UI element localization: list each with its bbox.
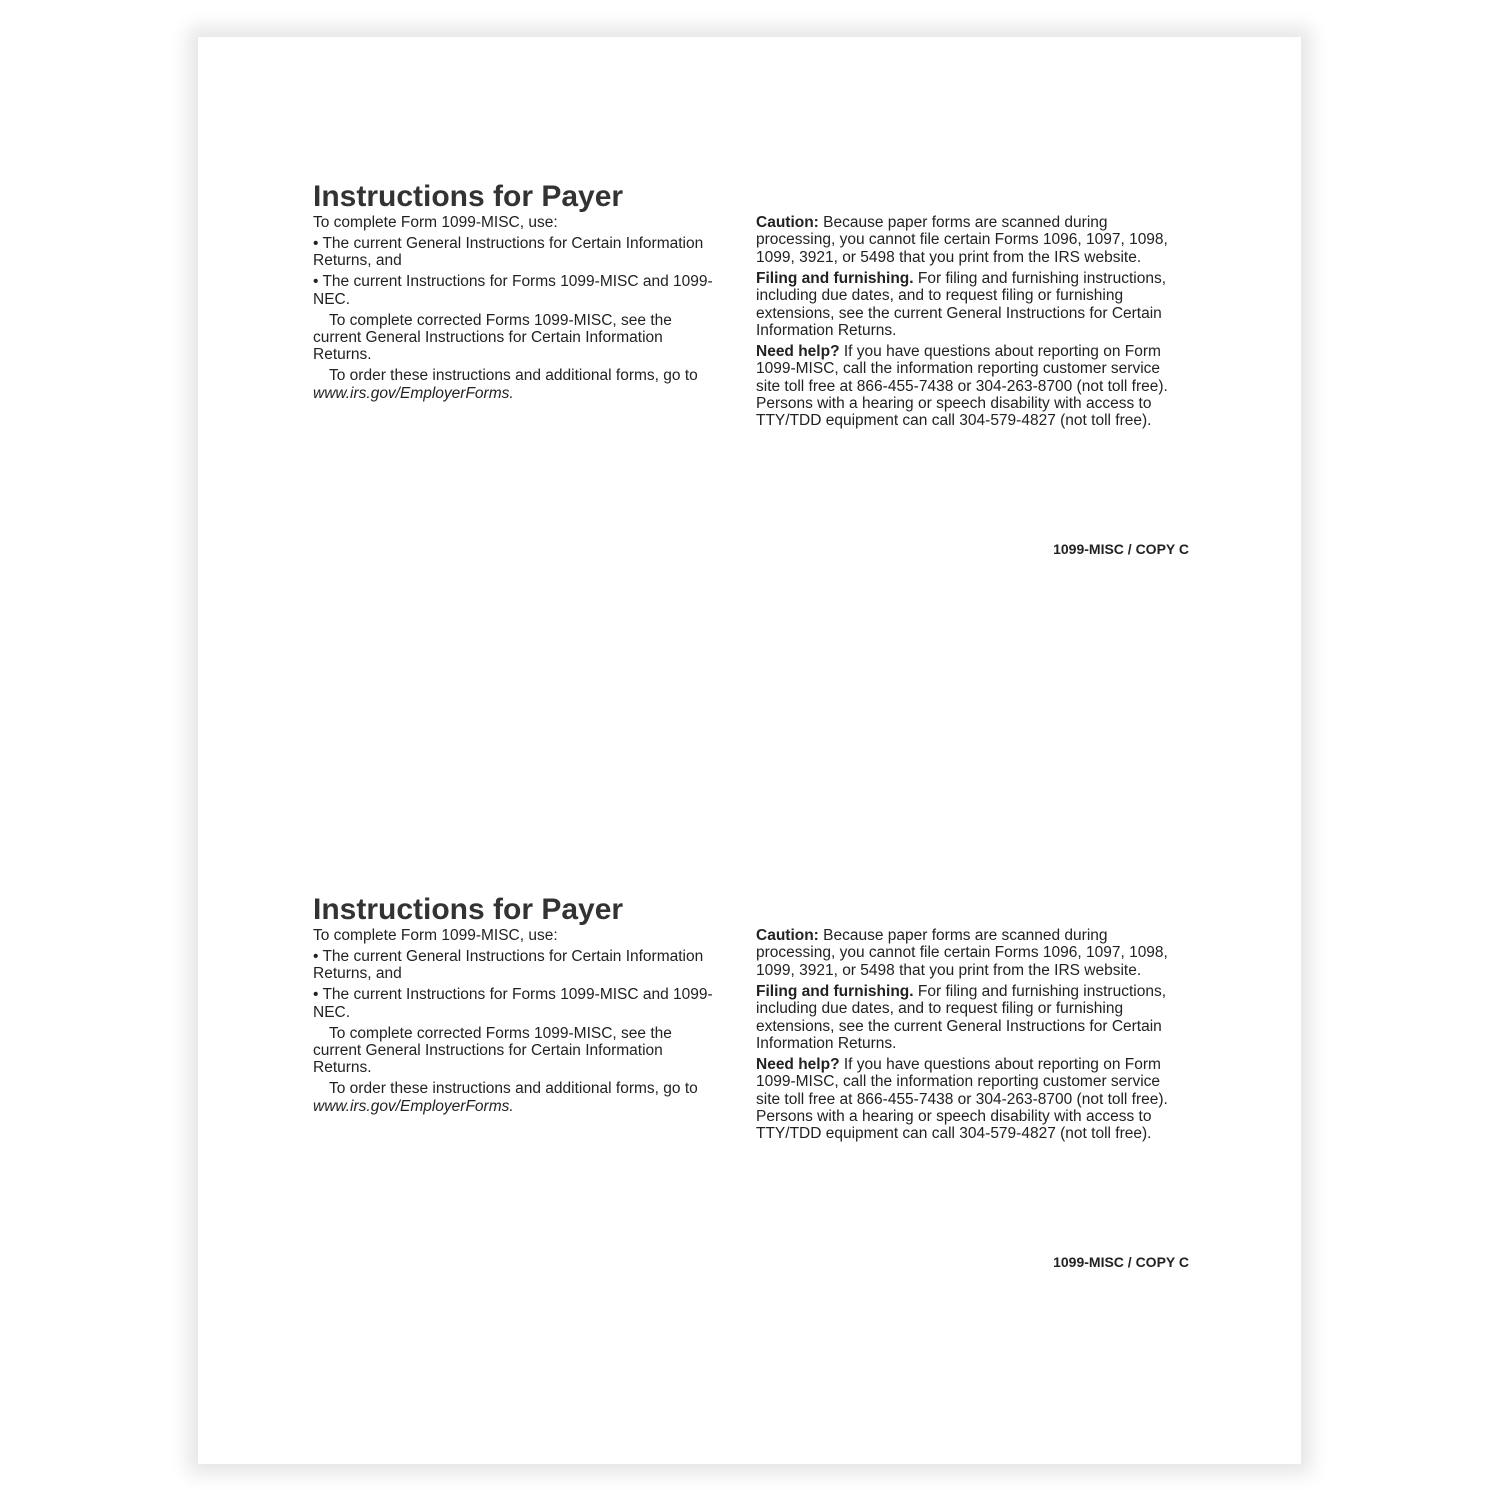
bullet-general-instructions: • The current General Instructions for Certain Information Returns, and (313, 234, 704, 270)
employer-forms-url: www.irs.gov/EmployerForms. (313, 384, 514, 402)
left-column (313, 927, 723, 1119)
right-column (756, 214, 1176, 433)
bullet-form-instructions: • The current Instructions for Forms 1099-MISC and 1099-NEC. (313, 986, 713, 1021)
bullet-general-instructions: • The current General Instructions for Certain Information Returns, and (313, 947, 704, 983)
copy-label: 1099-MISC / COPY C (1053, 541, 1189, 557)
form-sheet (198, 37, 1301, 1464)
help-label: Need help? (756, 342, 840, 360)
order-forms-paragraph (313, 1080, 723, 1115)
corrected-forms-text: To complete corrected Forms 1099-MISC, see the current General Instructions for Certain Information Returns. (313, 311, 672, 364)
caution-text: Because paper forms are scanned during processing, you cannot file certain Forms 1096, 1097, 1098, 1099, 3921, or 5498 that you print from the IRS website. (756, 927, 1168, 979)
intro-text: To complete Form 1099-MISC, use: (313, 214, 558, 231)
filing-label: Filing and furnishing. (756, 269, 914, 287)
help-paragraph (756, 343, 1176, 430)
left-column (313, 214, 723, 406)
filing-paragraph (756, 270, 1176, 340)
caution-label: Caution: (756, 927, 819, 944)
section-title: Instructions for Payer (313, 893, 624, 926)
help-paragraph (756, 1056, 1176, 1143)
help-label: Need help? (756, 1055, 840, 1073)
intro-text: To complete Form 1099-MISC, use: (313, 927, 558, 944)
filing-label: Filing and furnishing. (756, 982, 914, 1000)
caution-text: Because paper forms are scanned during processing, you cannot file certain Forms 1096, 1097, 1098, 1099, 3921, or 5498 that you print from the IRS website. (756, 214, 1168, 266)
order-forms-text: To order these instructions and additional forms, go to (329, 1080, 698, 1098)
order-forms-paragraph (313, 367, 723, 402)
caution-paragraph (756, 927, 1176, 979)
filing-paragraph (756, 983, 1176, 1053)
bullet-form-instructions: • The current Instructions for Forms 1099-MISC and 1099-NEC. (313, 273, 713, 308)
help-text: If you have questions about reporting on Form 1099-MISC, call the information reporting customer service site toll free at 866-455-7438 or 304-263-8700 (not toll free). Persons with a hearing or speech disability with access to TTY/TDD equipment can call 304-579-4827 (not toll free). (756, 342, 1168, 430)
help-text: If you have questions about reporting on Form 1099-MISC, call the information reporting customer service site toll free at 866-455-7438 or 304-263-8700 (not toll free). Persons with a hearing or speech disability with access to TTY/TDD equipment can call 304-579-4827 (not toll free). (756, 1055, 1168, 1143)
caution-label: Caution: (756, 214, 819, 231)
filing-text: For filing and furnishing instructions, including due dates, and to request filing or furnishing extensions, see the current General Instructions for Certain Information Returns. (756, 982, 1167, 1052)
order-forms-text: To order these instructions and additional forms, go to (329, 367, 698, 385)
filing-text: For filing and furnishing instructions, including due dates, and to request filing or furnishing extensions, see the current General Instructions for Certain Information Returns. (756, 269, 1167, 339)
copy-label: 1099-MISC / COPY C (1053, 1254, 1189, 1270)
instructions-section-bottom (198, 893, 1301, 1313)
employer-forms-url: www.irs.gov/EmployerForms. (313, 1097, 514, 1115)
section-title: Instructions for Payer (313, 180, 624, 213)
caution-paragraph (756, 214, 1176, 266)
right-column (756, 927, 1176, 1146)
corrected-forms-text: To complete corrected Forms 1099-MISC, see the current General Instructions for Certain Information Returns. (313, 1024, 672, 1077)
instructions-section-top (198, 180, 1301, 600)
